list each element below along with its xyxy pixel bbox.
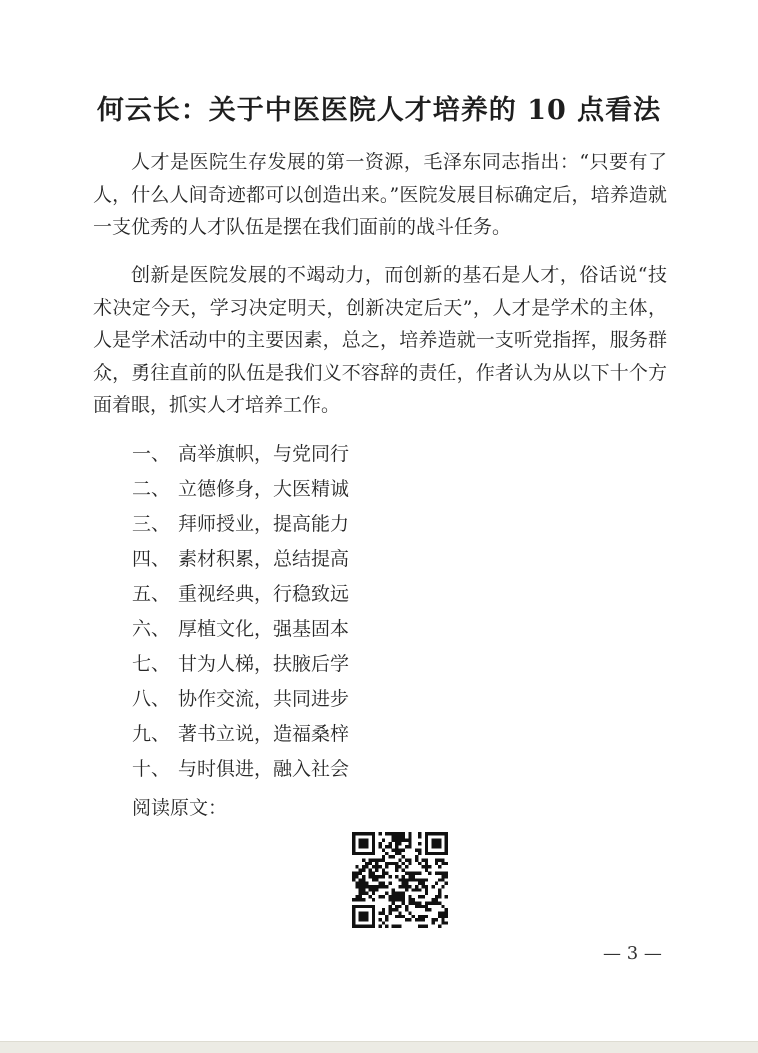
paragraph-2: 创新是医院发展的不竭动力，而创新的基石是人才，俗话说“技术决定今天，学习决定明天，创新决定后天”，人才是学术的主体，人是学术活动中的主要因素，总之，培养造就一支听党指挥，服务群众，勇往直前的队伍是我们义不容辞的责任，作者认为从以下十个方面着眼，抓实人才培养工作。: [93, 264, 667, 416]
list-item: [132, 507, 349, 542]
list-item-number: 五、: [132, 583, 171, 605]
list-item-number: 六、: [132, 618, 171, 640]
list-item-text: 著书立说，造福桑梓: [178, 723, 350, 745]
list-item-number: 八、: [132, 688, 171, 710]
list-item: [132, 472, 349, 507]
list-item-text: 厚植文化，强基固本: [178, 618, 350, 640]
list-item-text: 拜师授业，提高能力: [178, 513, 350, 535]
page-number: — 3 —: [603, 943, 662, 964]
paragraph-1: 人才是医院生存发展的第一资源，毛泽东同志指出：“只要有了人，什么人间奇迹都可以创造出来。”医院发展目标确定后，培养造就一支优秀的人才队伍是摆在我们面前的战斗任务。: [93, 151, 667, 238]
list-item: [132, 577, 349, 612]
list-item-number: 十、: [132, 758, 171, 780]
list-item-text: 与时俱进，融入社会: [178, 758, 350, 780]
read-original-label: 阅读原文：: [132, 797, 228, 819]
page-bottom-edge: [0, 1041, 758, 1053]
list-item: [132, 717, 349, 752]
list-item: [132, 647, 349, 682]
list-item-number: 一、: [132, 443, 171, 465]
list-item: [132, 542, 349, 577]
list-item-number: 二、: [132, 478, 171, 500]
qr-code-image[interactable]: [352, 832, 448, 928]
list-item-number: 三、: [132, 513, 171, 535]
article-title: 何云长：关于中医医院人才培养的 10 点看法: [96, 95, 662, 126]
list-item: [132, 437, 349, 472]
list-item-text: 立德修身，大医精诚: [178, 478, 350, 500]
list-item: [132, 752, 349, 787]
list-item-text: 协作交流，共同进步: [178, 688, 350, 710]
points-list: [132, 437, 349, 787]
list-item-text: 重视经典，行稳致远: [178, 583, 350, 605]
list-item: [132, 612, 349, 647]
list-item-number: 九、: [132, 723, 171, 745]
list-item: [132, 682, 349, 717]
list-item-text: 甘为人梯，扶腋后学: [178, 653, 350, 675]
list-item-text: 素材积累，总结提高: [178, 548, 350, 570]
list-item-number: 七、: [132, 653, 171, 675]
list-item-number: 四、: [132, 548, 171, 570]
list-item-text: 高举旗帜，与党同行: [178, 443, 350, 465]
